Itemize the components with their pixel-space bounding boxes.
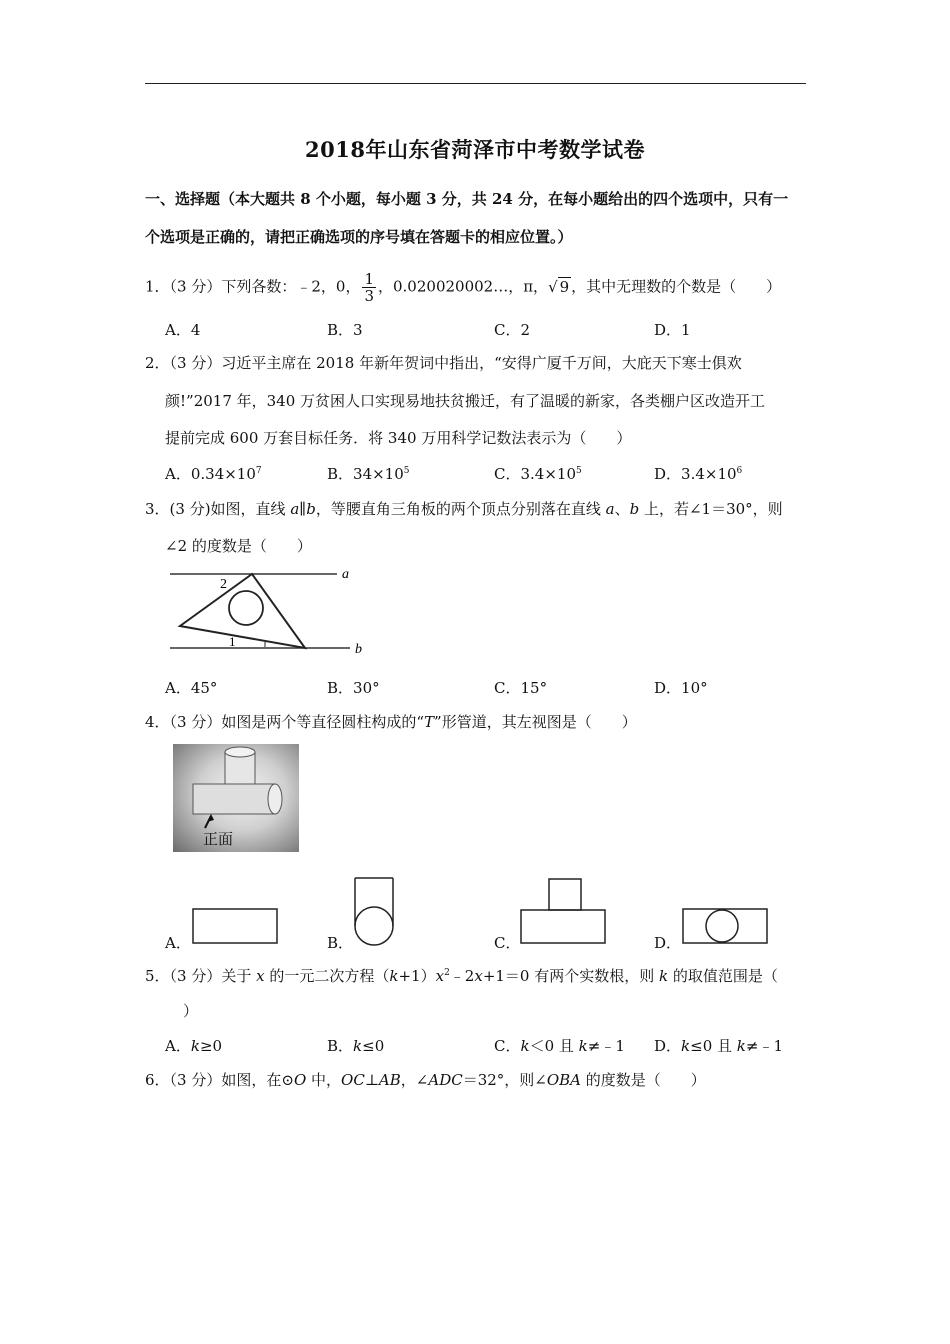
q2-option-b bbox=[327, 464, 410, 484]
triangle-ruler bbox=[180, 574, 305, 648]
q6-perp: ⊥ bbox=[364, 1071, 379, 1089]
question-2-line1: 2．（3 分）习近平主席在 2018 年新年贺词中指出，“安得广厦千万间，大庇天下寒士俱欢 bbox=[145, 354, 742, 372]
q6-text-5: 的度数是（ ） bbox=[581, 1071, 706, 1089]
header-rule bbox=[145, 83, 806, 84]
option-b-circle bbox=[355, 907, 393, 945]
horizontal-pipe-end bbox=[268, 784, 282, 814]
page-title: 2018年山东省菏泽市中考数学试卷 bbox=[305, 137, 645, 162]
label-angle-2: 2 bbox=[220, 577, 227, 592]
q5-b-var: k bbox=[353, 1037, 363, 1055]
q5-d-var2: k bbox=[736, 1037, 746, 1055]
q4-option-c-figure bbox=[520, 878, 608, 946]
q5-text-3: +1） bbox=[398, 967, 436, 985]
q3-option-c: C．15° bbox=[494, 679, 548, 697]
front-arrow-head bbox=[207, 814, 214, 822]
q1-prefix: 1．（3 分）下列各数：﹣2，0， bbox=[145, 277, 361, 296]
q5-c-pre: C． bbox=[494, 1037, 521, 1055]
q6-text-2: 中， bbox=[306, 1071, 342, 1089]
q3-text-1: 3．(3 分)如图，直线 bbox=[145, 500, 291, 518]
q1-option-c: C．2 bbox=[494, 321, 531, 339]
q4-option-d-figure bbox=[682, 908, 770, 946]
q5-exponent: 2 bbox=[444, 968, 450, 978]
q4-option-a: A． bbox=[165, 934, 191, 952]
q3-var-a2: a bbox=[605, 500, 615, 518]
label-angle-1: 1 bbox=[229, 634, 236, 649]
q1-option-d: D．1 bbox=[654, 321, 691, 339]
q5-text-5: +1＝0 有两个实数根，则 bbox=[482, 967, 660, 985]
q3-var-a: a bbox=[290, 500, 300, 518]
option-a-rectangle bbox=[193, 909, 277, 943]
vertical-pipe-top bbox=[225, 747, 255, 757]
q2-option-d bbox=[654, 464, 742, 484]
q1-suffix: ，其中无理数的个数是（ ） bbox=[571, 277, 782, 296]
q5-text-4: ﹣2 bbox=[449, 967, 475, 985]
q4-option-b: B． bbox=[327, 934, 354, 952]
q4-var-t: T bbox=[424, 713, 435, 731]
q2-option-b-exp: 5 bbox=[403, 466, 410, 476]
q6-var-o: O bbox=[293, 1071, 307, 1089]
label-b: b bbox=[355, 642, 362, 657]
q4-text-2: ”形管道，其左视图是（ ） bbox=[434, 713, 637, 731]
front-label: 正面 bbox=[203, 830, 234, 848]
q5-text-6: 的取值范围是（ bbox=[668, 967, 778, 985]
q2-option-a bbox=[165, 464, 262, 484]
label-a: a bbox=[342, 567, 349, 582]
horizontal-pipe bbox=[193, 784, 275, 814]
q5-option-c bbox=[494, 1036, 625, 1056]
fraction-numerator: 1 bbox=[364, 270, 374, 288]
fraction-one-third bbox=[362, 271, 376, 304]
q2-option-a-base: A．0.34×10 bbox=[165, 465, 256, 483]
q2-option-a-exp: 7 bbox=[255, 466, 262, 476]
q4-option-b-figure bbox=[352, 876, 400, 948]
q3-text-2: ，等腰直角三角板的两个顶点分别落在直线 bbox=[315, 500, 606, 518]
q5-option-d bbox=[654, 1036, 783, 1056]
question-5-line1 bbox=[145, 966, 778, 986]
option-d-circle bbox=[706, 910, 738, 942]
q5-var-k2: k bbox=[659, 967, 669, 985]
option-d-rectangle bbox=[683, 909, 767, 943]
q5-var-x3: x bbox=[474, 967, 483, 985]
q6-var-ab: AB bbox=[378, 1071, 401, 1089]
q6-var-oc: OC bbox=[341, 1071, 365, 1089]
question-2-line3: 提前完成 600 万套目标任务．将 340 万用科学记数法表示为（ ） bbox=[165, 429, 632, 447]
question-3-line2: ∠2 的度数是（ ） bbox=[165, 537, 312, 555]
q3-option-d: D．10° bbox=[654, 679, 708, 697]
question-1 bbox=[145, 271, 781, 304]
q4-option-d: D． bbox=[654, 934, 682, 952]
q1-option-a: A．4 bbox=[165, 321, 201, 339]
q5-c-post: ＜0 且 bbox=[529, 1037, 579, 1055]
ruler-hole-circle bbox=[229, 591, 263, 625]
q1-middle: ，0.020020002…，π， bbox=[378, 277, 549, 296]
q5-d-var: k bbox=[681, 1037, 691, 1055]
question-2-line2: 颜!”2017 年，340 万贫困人口实现易地扶贫搬迁，有了温暖的新家，各类棚户区改造开工 bbox=[165, 392, 766, 410]
q5-d-post2: ≠﹣1 bbox=[745, 1037, 783, 1055]
q2-option-c-exp: 5 bbox=[576, 466, 582, 476]
q5-text-1: 5．（3 分）关于 bbox=[145, 967, 257, 985]
question-5-line2: ） bbox=[183, 1002, 199, 1020]
q4-option-a-figure bbox=[192, 908, 280, 946]
q3-option-b: B．30° bbox=[327, 679, 380, 697]
q3-var-b: b bbox=[306, 500, 316, 518]
q4-text-1: 4．（3 分）如图是两个等直径圆柱构成的“ bbox=[145, 713, 425, 731]
q5-c-var: k bbox=[520, 1037, 530, 1055]
q5-a-pre: A． bbox=[165, 1037, 191, 1055]
q2-option-d-base: D．3.4×10 bbox=[654, 465, 737, 483]
q3-var-b2: b bbox=[629, 500, 640, 518]
q4-option-c: C． bbox=[494, 934, 521, 952]
q5-a-var: k bbox=[190, 1037, 200, 1055]
q6-text-1: 6．（3 分）如图，在⊙ bbox=[145, 1071, 294, 1089]
q5-c-var2: k bbox=[578, 1037, 588, 1055]
q5-text-2: 的一元二次方程（ bbox=[264, 967, 390, 985]
question-6 bbox=[145, 1070, 706, 1090]
q3-text-3: 、 bbox=[614, 500, 630, 518]
q2-option-b-base: B．34×10 bbox=[327, 465, 404, 483]
q6-var-oba: OBA bbox=[546, 1071, 582, 1089]
question-4 bbox=[145, 712, 637, 732]
q5-a-post: ≥0 bbox=[199, 1037, 223, 1055]
q5-b-post: ≤0 bbox=[362, 1037, 385, 1055]
q1-option-b: B．3 bbox=[327, 321, 363, 339]
q5-option-b bbox=[327, 1036, 384, 1056]
q3-figure bbox=[165, 560, 375, 660]
section-heading-line2: 个选项是正确的，请把正确选项的序号填在答题卡的相应位置。） bbox=[145, 228, 573, 246]
q5-d-pre: D． bbox=[654, 1037, 682, 1055]
q5-var-k: k bbox=[389, 967, 399, 985]
q2-option-d-exp: 6 bbox=[736, 466, 743, 476]
q5-c-post2: ≠﹣1 bbox=[587, 1037, 625, 1055]
section-heading-line1: 一、选择题（本大题共 8 个小题，每小题 3 分，共 24 分，在每小题给出的四个选项中，只有一 bbox=[145, 190, 789, 208]
option-c-top-square bbox=[549, 879, 581, 910]
t-pipe-drawing bbox=[173, 744, 299, 852]
q3-parallel: ∥ bbox=[299, 500, 307, 518]
q5-option-a bbox=[165, 1036, 222, 1056]
q2-option-c-base: C．3.4×10 bbox=[494, 465, 576, 483]
question-3-line1 bbox=[145, 499, 783, 519]
sqrt-nine: √ 9 bbox=[548, 277, 570, 296]
option-c-bottom-rectangle bbox=[521, 910, 605, 943]
t-pipe-photo bbox=[173, 744, 299, 852]
q6-var-adc: ADC bbox=[428, 1071, 463, 1089]
q5-b-pre: B． bbox=[327, 1037, 354, 1055]
q3-text-4: 上，若∠1＝30°，则 bbox=[639, 500, 783, 518]
q3-option-a: A．45° bbox=[165, 679, 218, 697]
q5-d-post: ≤0 且 bbox=[690, 1037, 737, 1055]
q5-var-x: x bbox=[256, 967, 265, 985]
q6-text-3: ，∠ bbox=[400, 1071, 429, 1089]
radicand: 9 bbox=[559, 277, 570, 296]
q5-var-x2: x bbox=[435, 967, 445, 985]
q6-text-4: ＝32°，则∠ bbox=[462, 1071, 547, 1089]
q2-option-c bbox=[494, 464, 582, 484]
fraction-denominator: 3 bbox=[364, 287, 374, 305]
